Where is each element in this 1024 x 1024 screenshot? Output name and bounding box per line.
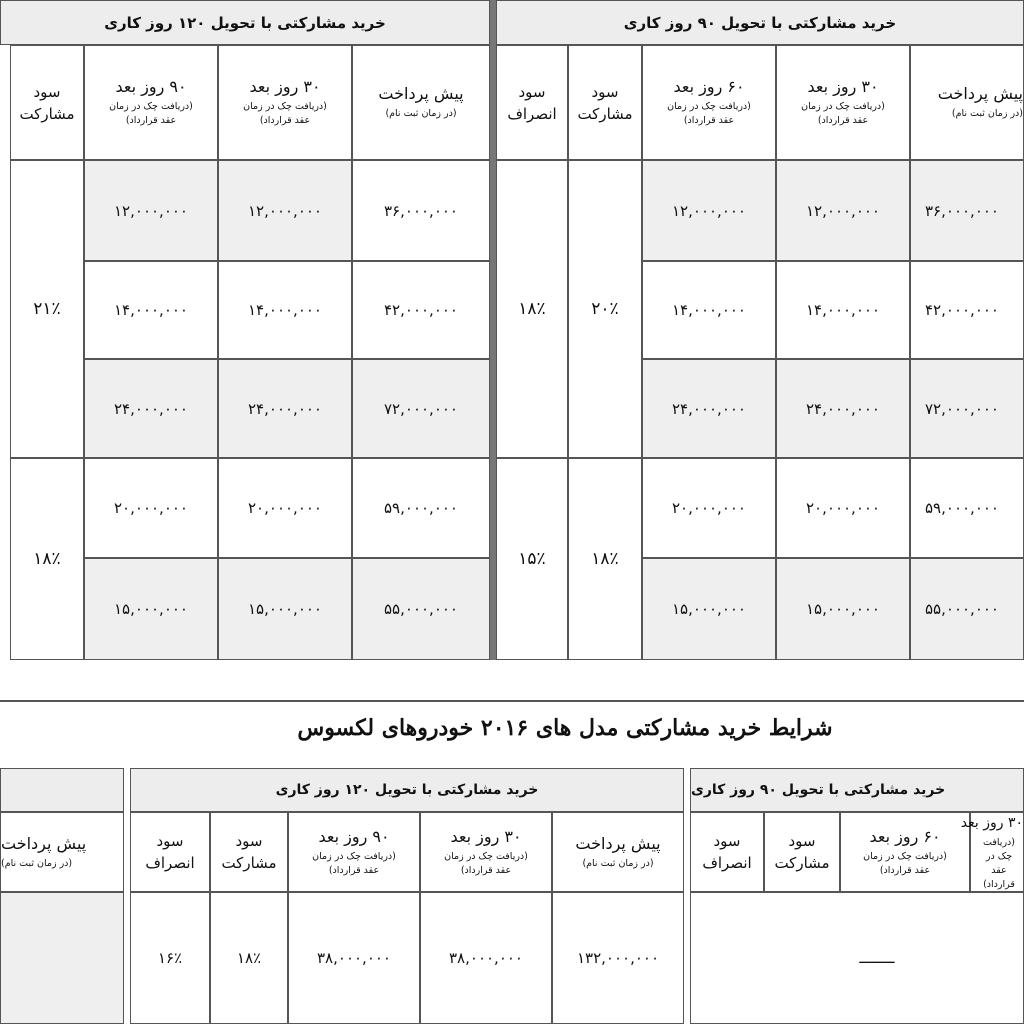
col-header-d30 (420, 812, 552, 892)
col-header-title: ۳۰ روز بعد (249, 77, 321, 96)
col-header-d30 (960, 812, 1024, 892)
col-header-prepayment (552, 812, 684, 892)
col-header-title: پیش پرداخت (937, 84, 1023, 103)
col-header-subtitle: (دریافت چک در زمان عقد قرارداد) (863, 850, 947, 876)
table-cell: ۲۴,۰۰۰,۰۰۰ (642, 359, 776, 458)
col-header-title: پیش پرداخت (1, 833, 87, 853)
col-header-title: ۶۰ روز بعد (673, 77, 745, 96)
col-header-title: پیش پرداخت (378, 84, 464, 103)
table-cell: ۲۴,۰۰۰,۰۰۰ (218, 359, 352, 458)
col-header-title: پیش پرداخت (575, 833, 661, 853)
table-cell: ۱۲,۰۰۰,۰۰۰ (776, 160, 910, 261)
profit-value: ۲۰٪ (568, 160, 642, 458)
col-header-title: ۳۰ روز بعد (450, 826, 522, 846)
table-cell: ۲۰,۰۰۰,۰۰۰ (84, 458, 218, 558)
col-header-cancel (690, 812, 764, 892)
table-cell: ۳۸,۰۰۰,۰۰۰ (288, 892, 420, 1024)
col-header-title: ۳۰ روز بعد (960, 814, 1023, 831)
table-cell: ۵۵,۰۰۰,۰۰۰ (352, 558, 490, 660)
table-top-right (496, 0, 1024, 660)
profit-value: ۲۱٪ (10, 160, 84, 458)
table-header-label: خرید مشارکتی با تحویل ۹۰ روز کاری (691, 782, 946, 798)
table-cell: ۱۳۲,۰۰۰,۰۰۰ (552, 892, 684, 1024)
col-header-subtitle: (دریافت چک در زمان عقد قرارداد) (243, 101, 327, 126)
cancel-value: ۱۶٪ (130, 892, 210, 1024)
table-cell: ۱۵,۰۰۰,۰۰۰ (218, 558, 352, 660)
col-header-cancel (496, 45, 568, 160)
col-header-d60 (642, 45, 776, 160)
table-cell: ۳۶,۰۰۰,۰۰۰ (910, 160, 1024, 261)
col-header-title: ۹۰ روز بعد (115, 77, 187, 96)
cancel-value: ۱۵٪ (496, 458, 568, 660)
col-header-d30 (218, 45, 352, 160)
table-cell: ۲۰,۰۰۰,۰۰۰ (642, 458, 776, 558)
table-cell: ۱۴,۰۰۰,۰۰۰ (776, 261, 910, 359)
col-header-prepayment (910, 45, 1024, 160)
table-cell: ۱۲,۰۰۰,۰۰۰ (642, 160, 776, 261)
col-header-title: ۳۰ روز بعد (807, 77, 879, 96)
table-header: خرید مشارکتی با تحویل ۱۲۰ روز کاری (130, 768, 684, 812)
col-header-d90 (84, 45, 218, 160)
table-header (0, 768, 124, 812)
table-cell: ۵۹,۰۰۰,۰۰۰ (352, 458, 490, 558)
table-cell: ۱۲,۰۰۰,۰۰۰ (84, 160, 218, 261)
table-cell: ۱۲,۰۰۰,۰۰۰ (218, 160, 352, 261)
section-title: شرایط خرید مشارکتی مدل های ۲۰۱۶ خودروهای لکسوس (297, 715, 833, 741)
col-header-label: سود مشارکت (19, 82, 75, 123)
profit-value: ۱۸٪ (10, 458, 84, 660)
col-header-prepayment (0, 812, 124, 892)
profit-value: ۱۸٪ (210, 892, 288, 1024)
col-header-cancel (130, 812, 210, 892)
table-cell: ۱۴,۰۰۰,۰۰۰ (218, 261, 352, 359)
table-cell: ۱۴,۰۰۰,۰۰۰ (642, 261, 776, 359)
table-cell: ۱۵,۰۰۰,۰۰۰ (84, 558, 218, 660)
table-cell: ۲۰,۰۰۰,۰۰۰ (218, 458, 352, 558)
table-cell: ۱۵,۰۰۰,۰۰۰ (776, 558, 910, 660)
table-bottom-left (0, 768, 124, 1024)
col-header-subtitle: (در زمان ثبت نام) (1, 857, 73, 869)
table-cell: ۵۵,۰۰۰,۰۰۰ (910, 558, 1024, 660)
divider (0, 700, 1024, 702)
col-header-prepayment (352, 45, 490, 160)
col-header-profit (764, 812, 840, 892)
table-header: خرید مشارکتی با تحویل ۹۰ روز کاری (496, 0, 1024, 45)
col-header-profit (210, 812, 288, 892)
col-header-subtitle: (دریافت چک در زمان عقد قرارداد) (667, 101, 751, 126)
divider (490, 0, 496, 660)
col-header-subtitle: (دریافت چک در زمان عقد قرارداد) (444, 850, 528, 876)
col-header-d90 (288, 812, 420, 892)
col-header-label: سود مشارکت (774, 832, 830, 872)
table-cell: ۳۶,۰۰۰,۰۰۰ (352, 160, 490, 261)
col-header-profit (568, 45, 642, 160)
table-header: خرید مشارکتی با تحویل ۱۲۰ روز کاری (0, 0, 490, 45)
col-header-subtitle: (در زمان ثبت نام) (951, 108, 1023, 119)
dash-value: ــــــــ (859, 949, 895, 967)
col-header-label: سود انصراف (507, 82, 557, 123)
table-bottom-right (690, 768, 1024, 1024)
col-header-subtitle: (دریافت چک در عقد قرارداد) (983, 836, 1015, 890)
table-cell: ۳۸,۰۰۰,۰۰۰ (420, 892, 552, 1024)
table-top-left (0, 0, 490, 660)
table-cell: ۴۲,۰۰۰,۰۰۰ (352, 261, 490, 359)
cancel-value: ۱۸٪ (496, 160, 568, 458)
table-cell: ۱۴,۰۰۰,۰۰۰ (84, 261, 218, 359)
col-header-subtitle: (دریافت چک در زمان عقد قرارداد) (801, 101, 885, 126)
col-header-d60 (840, 812, 970, 892)
table-cell: ۵۹,۰۰۰,۰۰۰ (910, 458, 1024, 558)
col-header-subtitle: (در زمان ثبت نام) (582, 857, 654, 869)
col-header-title: ۶۰ روز بعد (869, 826, 941, 846)
table-cell: ۷۲,۰۰۰,۰۰۰ (352, 359, 490, 458)
table-cell (690, 892, 1024, 1024)
col-header-d30 (776, 45, 910, 160)
table-cell: ۱۵,۰۰۰,۰۰۰ (642, 558, 776, 660)
col-header-label: سود انصراف (145, 832, 195, 872)
col-header-subtitle: (در زمان ثبت نام) (385, 108, 457, 119)
col-header-subtitle: (دریافت چک در زمان عقد قرارداد) (312, 850, 396, 876)
table-cell: ۲۰,۰۰۰,۰۰۰ (776, 458, 910, 558)
col-header-label: سود مشارکت (221, 832, 277, 872)
table-cell: ۴۲,۰۰۰,۰۰۰ (910, 261, 1024, 359)
col-header-label: سود انصراف (702, 832, 752, 872)
table-bottom-middle (130, 768, 684, 1024)
table-cell: ۲۴,۰۰۰,۰۰۰ (84, 359, 218, 458)
profit-value: ۱۸٪ (568, 458, 642, 660)
table-cell (0, 892, 124, 1024)
col-header-title: ۹۰ روز بعد (318, 826, 390, 846)
col-header-profit (10, 45, 84, 160)
col-header-label: سود مشارکت (577, 82, 633, 123)
table-header (690, 768, 1024, 812)
table-cell: ۷۲,۰۰۰,۰۰۰ (910, 359, 1024, 458)
col-header-subtitle: (دریافت چک در زمان عقد قرارداد) (109, 101, 193, 126)
table-cell: ۲۴,۰۰۰,۰۰۰ (776, 359, 910, 458)
